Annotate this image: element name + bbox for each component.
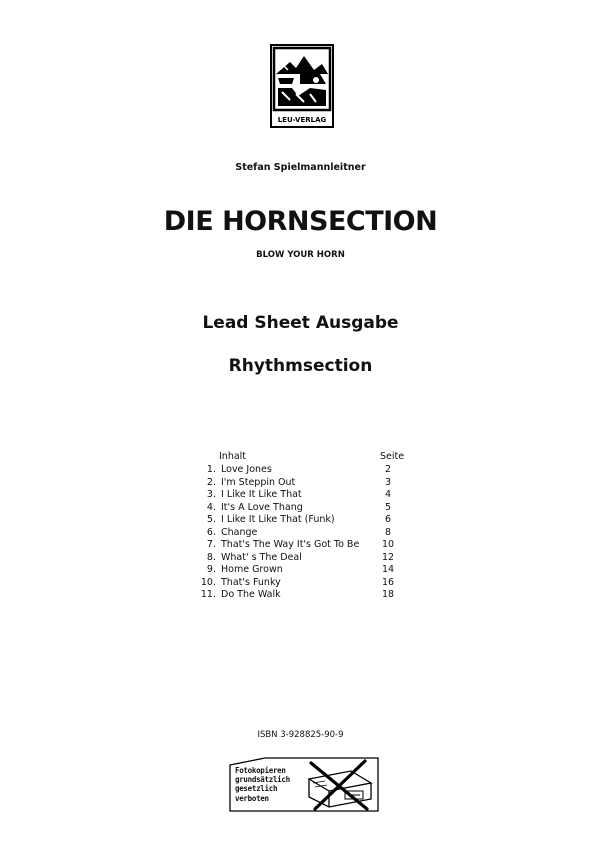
toc-number: 5. bbox=[206, 514, 216, 525]
toc-page: 2 bbox=[384, 464, 392, 475]
toc-title: Home Grown bbox=[221, 564, 283, 575]
toc-title: It's A Love Thang bbox=[221, 501, 303, 513]
stamp-line: gesetzlich bbox=[235, 784, 278, 794]
toc-row bbox=[196, 527, 416, 540]
toc-title: Love Jones bbox=[221, 464, 272, 475]
toc-number: 9. bbox=[206, 564, 216, 575]
toc-row bbox=[196, 577, 416, 590]
toc-row bbox=[196, 564, 416, 577]
toc-page: 14 bbox=[381, 564, 395, 575]
book-title: DIE HORNSECTION bbox=[163, 206, 438, 237]
toc-page: 4 bbox=[384, 489, 392, 500]
toc-title: That's The Way It's Got To Be bbox=[221, 539, 360, 550]
toc-number: 1. bbox=[206, 464, 216, 475]
toc-number: 10. bbox=[200, 576, 216, 588]
toc-title: I'm Steppin Out bbox=[221, 476, 296, 488]
contents-heading: Inhalt bbox=[219, 451, 247, 462]
toc-title: I Like It Like That (Funk) bbox=[221, 514, 335, 525]
stamp-line: Fotokopieren bbox=[235, 766, 286, 775]
logo-label: LEU-VERLAG bbox=[277, 116, 327, 124]
page-heading: Seite bbox=[380, 451, 405, 462]
toc-row bbox=[196, 464, 416, 477]
toc-number: 2. bbox=[206, 476, 216, 488]
toc-row bbox=[196, 514, 416, 527]
stamp-text bbox=[235, 766, 305, 803]
book-subtitle: BLOW YOUR HORN bbox=[256, 250, 345, 260]
toc-number: 7. bbox=[206, 539, 216, 550]
toc-page: 5 bbox=[384, 501, 392, 513]
toc-row bbox=[196, 489, 416, 502]
stamp-line: grundsätzlich bbox=[235, 775, 290, 785]
toc-row bbox=[196, 552, 416, 565]
toc-number: 6. bbox=[206, 526, 216, 538]
no-photocopy-stamp bbox=[229, 757, 379, 812]
toc-row bbox=[196, 539, 416, 552]
toc-page: 10 bbox=[381, 539, 395, 550]
section-label: Rhythmsection bbox=[228, 356, 373, 376]
stamp-line: verboten bbox=[235, 793, 269, 803]
toc-title: I Like It Like That bbox=[221, 489, 302, 500]
toc-row bbox=[196, 589, 416, 602]
table-of-contents bbox=[196, 464, 416, 602]
toc-page: 18 bbox=[381, 589, 395, 600]
toc-number: 3. bbox=[206, 489, 216, 500]
isbn-number: ISBN 3-928825-90-9 bbox=[257, 730, 344, 740]
toc-number: 8. bbox=[206, 551, 216, 563]
author-name: Stefan Spielmannleitner bbox=[235, 162, 366, 173]
toc-page: 16 bbox=[381, 576, 395, 588]
edition-label: Lead Sheet Ausgabe bbox=[202, 313, 399, 333]
toc-title: Do The Walk bbox=[221, 589, 281, 600]
toc-title: What' s The Deal bbox=[221, 551, 302, 563]
toc-title: Change bbox=[221, 526, 258, 538]
toc-page: 8 bbox=[384, 526, 392, 538]
toc-title: That's Funky bbox=[221, 576, 281, 588]
toc-number: 11. bbox=[200, 589, 216, 600]
toc-row bbox=[196, 502, 416, 515]
toc-page: 3 bbox=[384, 476, 392, 488]
toc-number: 4. bbox=[206, 501, 216, 513]
toc-row bbox=[196, 477, 416, 490]
toc-page: 6 bbox=[384, 514, 392, 525]
publisher-logo bbox=[270, 44, 334, 128]
toc-page: 12 bbox=[381, 551, 395, 563]
